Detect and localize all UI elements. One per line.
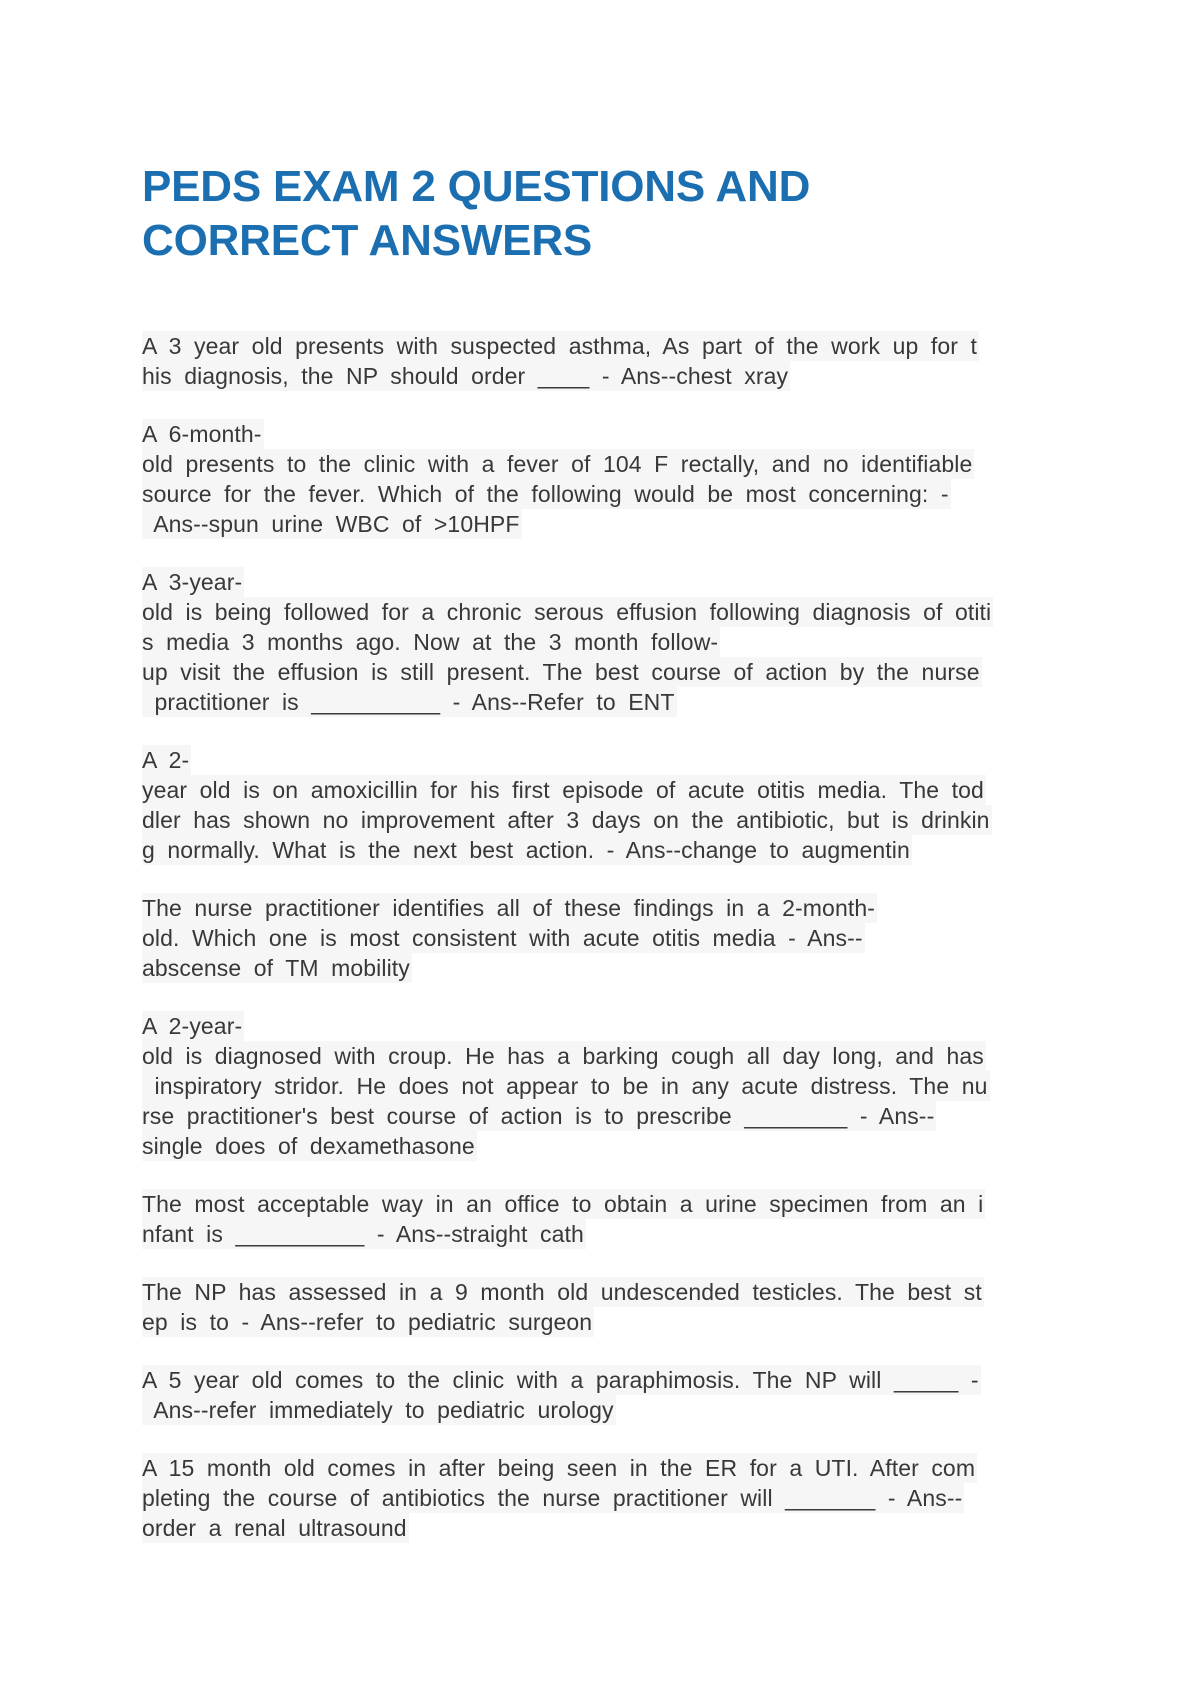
text-line: abscense of TM mobility [142,955,410,981]
text-line: year old is on amoxicillin for his first episode of acute otitis media. The tod [142,777,984,803]
question-answer-item [142,1011,1062,1161]
text-line: old is being followed for a chronic serous effusion following diagnosis of otiti [142,599,992,625]
text-line: order a renal ultrasound [142,1515,407,1541]
text-line: source for the fever. Which of the following would be most concerning: - [142,481,949,507]
text-line: A 2-year- [142,1013,243,1039]
question-answer-item [142,567,1062,717]
text-line: dler has shown no improvement after 3 days on the antibiotic, but is drinkin [142,807,990,833]
text-line: up visit the effusion is still present. The best course of action by the nurse [142,659,980,685]
text-line: A 2- [142,747,190,773]
question-answer-item [142,419,1062,539]
text-line: Ans--refer immediately to pediatric urology [142,1397,614,1423]
text-line: practitioner is __________ - Ans--Refer to ENT [142,689,675,715]
text-line: old presents to the clinic with a fever of 104 F rectally, and no identifiable [142,451,973,477]
text-line: The NP has assessed in a 9 month old undescended testicles. The best st [142,1279,982,1305]
text-line: old. Which one is most consistent with acute otitis media - Ans-- [142,925,863,951]
text-line: A 3 year old presents with suspected asthma, As part of the work up for t [142,333,977,359]
text-line: A 3-year- [142,569,243,595]
text-line: his diagnosis, the NP should order ____ - Ans--chest xray [142,363,789,389]
text-line: rse practitioner's best course of action is to prescribe ________ - Ans-- [142,1103,935,1129]
text-line: pleting the course of antibiotics the nurse practitioner will _______ - Ans-- [142,1485,963,1511]
question-answer-list [142,331,1062,1543]
question-answer-item [142,1277,1062,1337]
text-line: old is diagnosed with croup. He has a barking cough all day long, and has [142,1043,984,1069]
text-line: g normally. What is the next best action. - Ans--change to augmentin [142,837,910,863]
text-line: s media 3 months ago. Now at the 3 month follow- [142,629,719,655]
question-answer-item [142,1453,1062,1543]
text-line: Ans--spun urine WBC of >10HPF [142,511,520,537]
text-line: single does of dexamethasone [142,1133,475,1159]
text-line: A 5 year old comes to the clinic with a paraphimosis. The NP will _____ - [142,1367,979,1393]
text-line: A 6-month- [142,421,262,447]
text-line: The nurse practitioner identifies all of these findings in a 2-month- [142,895,875,921]
text-line: A 15 month old comes in after being seen in the ER for a UTI. After com [142,1455,976,1481]
title-line-2: CORRECT ANSWERS [142,216,593,265]
document-title [142,160,1062,268]
question-answer-item [142,893,1062,983]
question-answer-item [142,1189,1062,1249]
text-line: inspiratory stridor. He does not appear to be in any acute distress. The nu [142,1073,988,1099]
text-line: nfant is __________ - Ans--straight cath [142,1221,584,1247]
question-answer-item [142,1365,1062,1425]
question-answer-item [142,331,1062,391]
text-line: The most acceptable way in an office to obtain a urine specimen from an i [142,1191,984,1217]
title-line-1: PEDS EXAM 2 QUESTIONS AND [142,162,811,211]
document-page [142,160,1062,1571]
question-answer-item [142,745,1062,865]
text-line: ep is to - Ans--refer to pediatric surgeon [142,1309,593,1335]
